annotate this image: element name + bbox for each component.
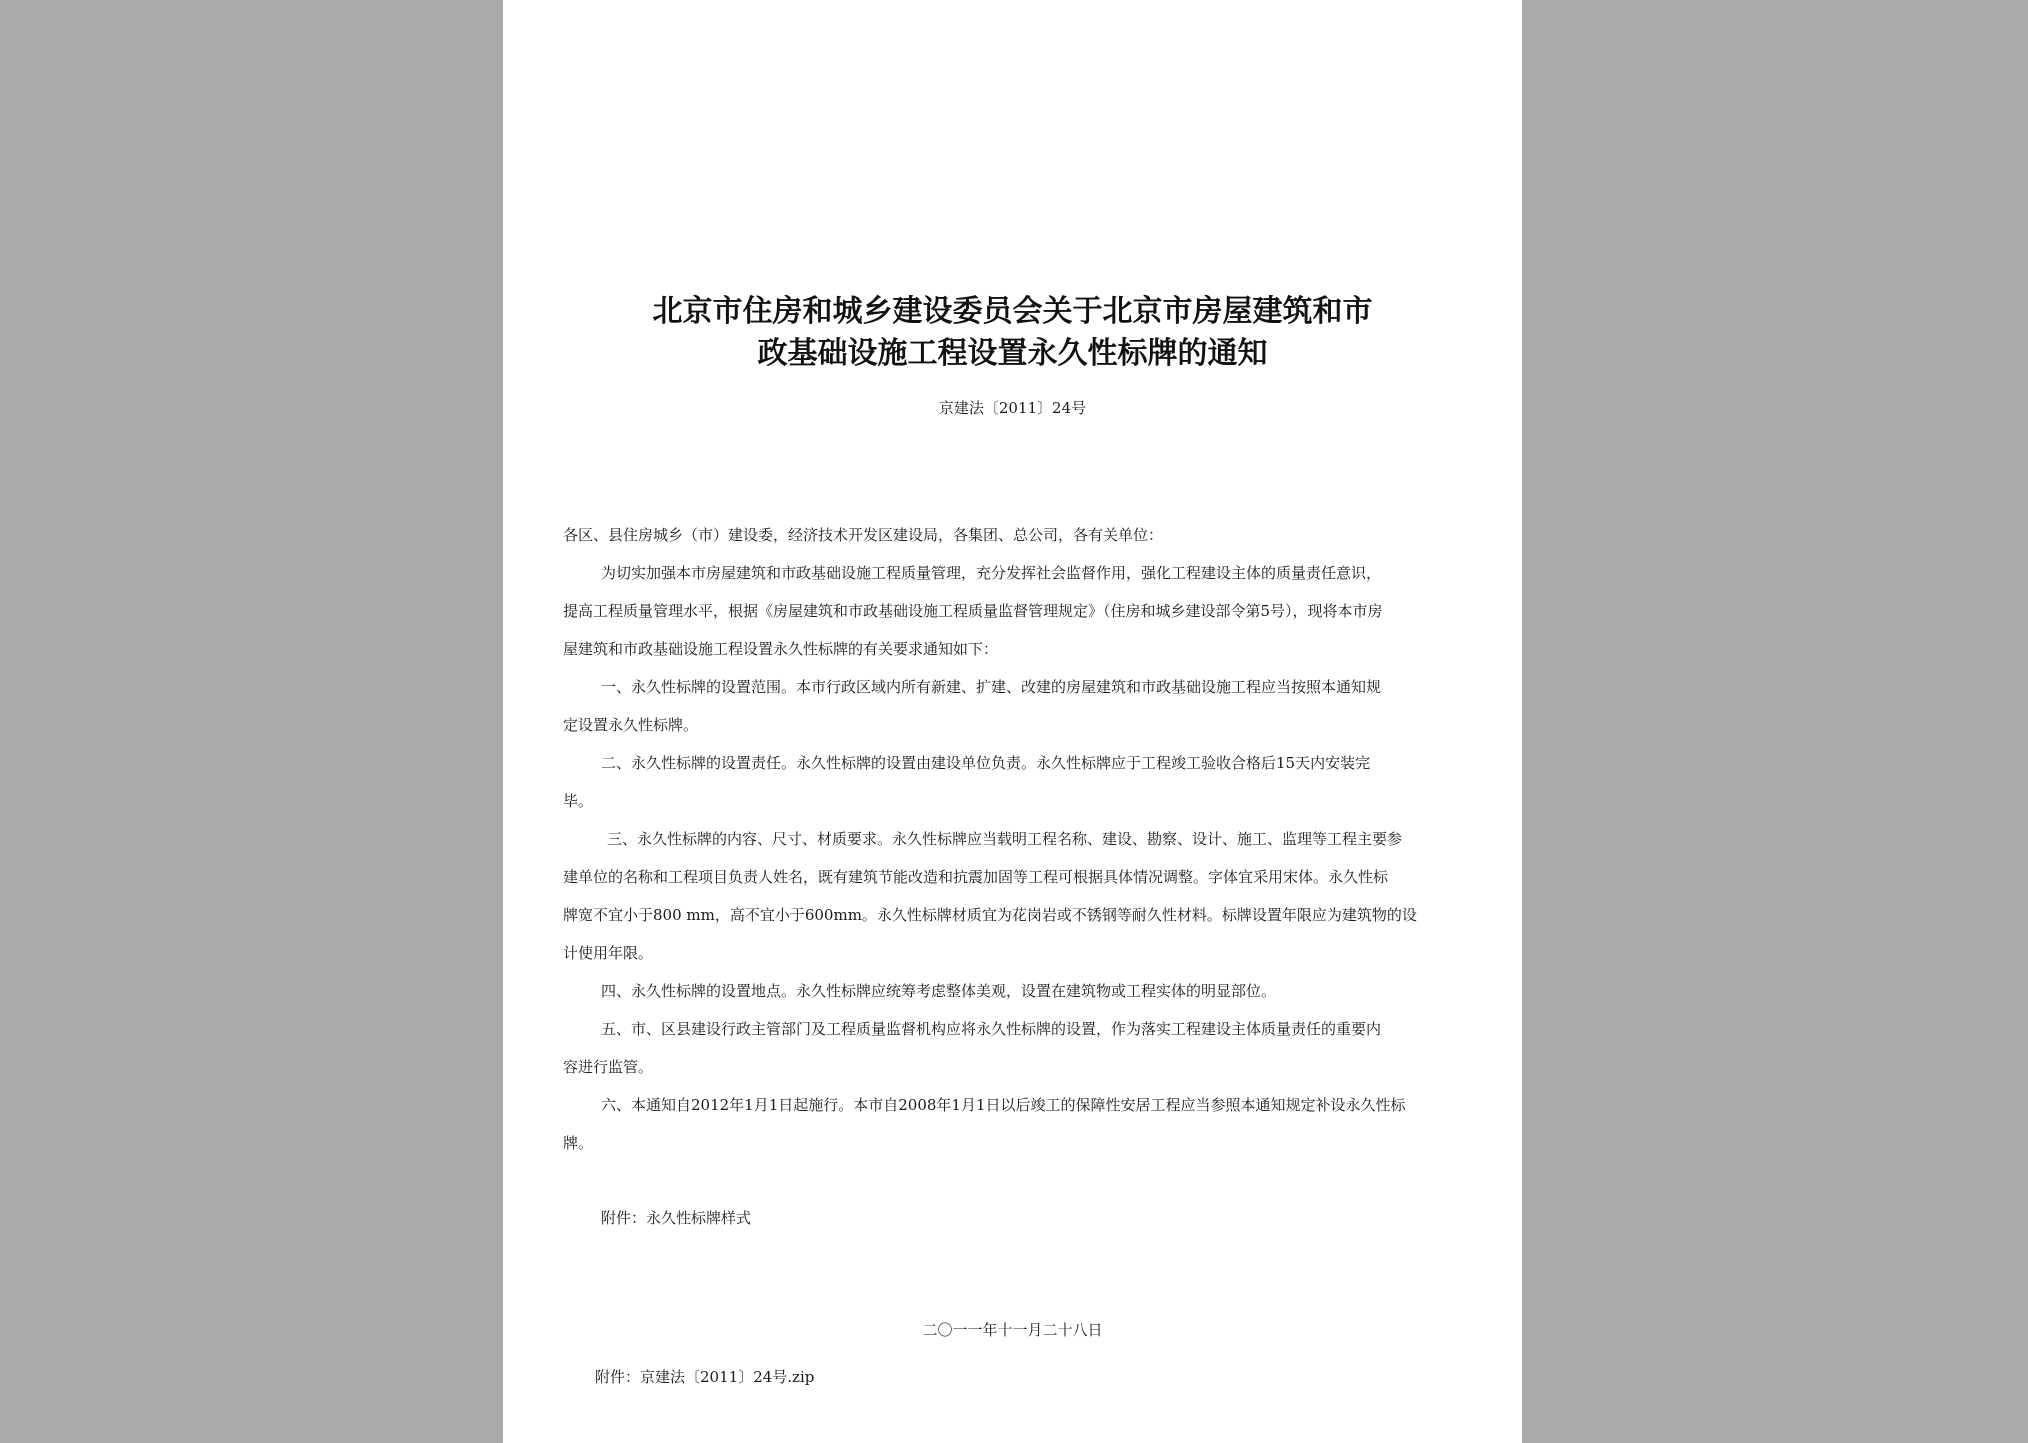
body-line: 毕。 [563,792,594,810]
addressee-line: 各区、县住房城乡（市）建设委，经济技术开发区建设局，各集团、总公司，各有关单位： [563,526,1164,544]
body-line: 建单位的名称和工程项目负责人姓名，既有建筑节能改造和抗震加固等工程可根据具体情况调整。字体宜采用宋体。永久性标 [563,868,1389,886]
body-line: 提高工程质量管理水平，根据《房屋建筑和市政基础设施工程质量监督管理规定》（住房和城乡建设部令第5号），现将本市房 [563,602,1383,620]
body-line: 容进行监管。 [563,1058,654,1076]
document-page [503,0,1522,1443]
body-line: 六、本通知自2012年1月1日起施行。本市自2008年1月1日以后竣工的保障性安居工程应当参照本通知规定补设永久性标 [601,1096,1406,1114]
document-title-line-1: 北京市住房和城乡建设委员会关于北京市房屋建筑和市 [652,294,1373,329]
body-line: 牌宽不宜小于800 mm，高不宜小于600mm。永久性标牌材质宜为花岗岩或不锈钢等耐久性材料。标牌设置年限应为建筑物的设 [563,906,1417,924]
document-date: 二〇一一年十一月二十八日 [922,1321,1103,1339]
download-attachment-link[interactable] [595,1367,814,1387]
download-file-name[interactable]: 京建法〔2011〕24号.zip [640,1368,815,1386]
document-number: 京建法〔2011〕24号 [938,399,1087,417]
body-line: 为切实加强本市房屋建筑和市政基础设施工程质量管理，充分发挥社会监督作用，强化工程建设主体的质量责任意识， [601,564,1382,582]
body-line: 四、永久性标牌的设置地点。永久性标牌应统筹考虑整体美观，设置在建筑物或工程实体的明显部位。 [601,982,1277,1000]
body-line: 定设置永久性标牌。 [563,716,699,734]
download-prefix: 附件： [595,1368,641,1386]
body-line: 牌。 [563,1134,594,1152]
document-title-line-2: 政基础设施工程设置永久性标牌的通知 [757,336,1268,371]
body-line: 二、永久性标牌的设置责任。永久性标牌的设置由建设单位负责。永久性标牌应于工程竣工验收合格后15天内安装完 [601,754,1371,772]
body-line: 计使用年限。 [563,944,654,962]
attachment-note: 附件：永久性标牌样式 [601,1209,752,1227]
body-line: 屋建筑和市政基础设施工程设置永久性标牌的有关要求通知如下： [563,640,999,658]
body-line: 一、永久性标牌的设置范围。本市行政区域内所有新建、扩建、改建的房屋建筑和市政基础设施工程应当按照本通知规 [601,678,1382,696]
document-body [563,516,1471,1162]
body-line: 三、永久性标牌的内容、尺寸、材质要求。永久性标牌应当载明工程名称、建设、勘察、设计、施工、监理等工程主要参 [607,830,1403,848]
body-line: 五、市、区县建设行政主管部门及工程质量监督机构应将永久性标牌的设置，作为落实工程建设主体质量责任的重要内 [601,1020,1382,1038]
